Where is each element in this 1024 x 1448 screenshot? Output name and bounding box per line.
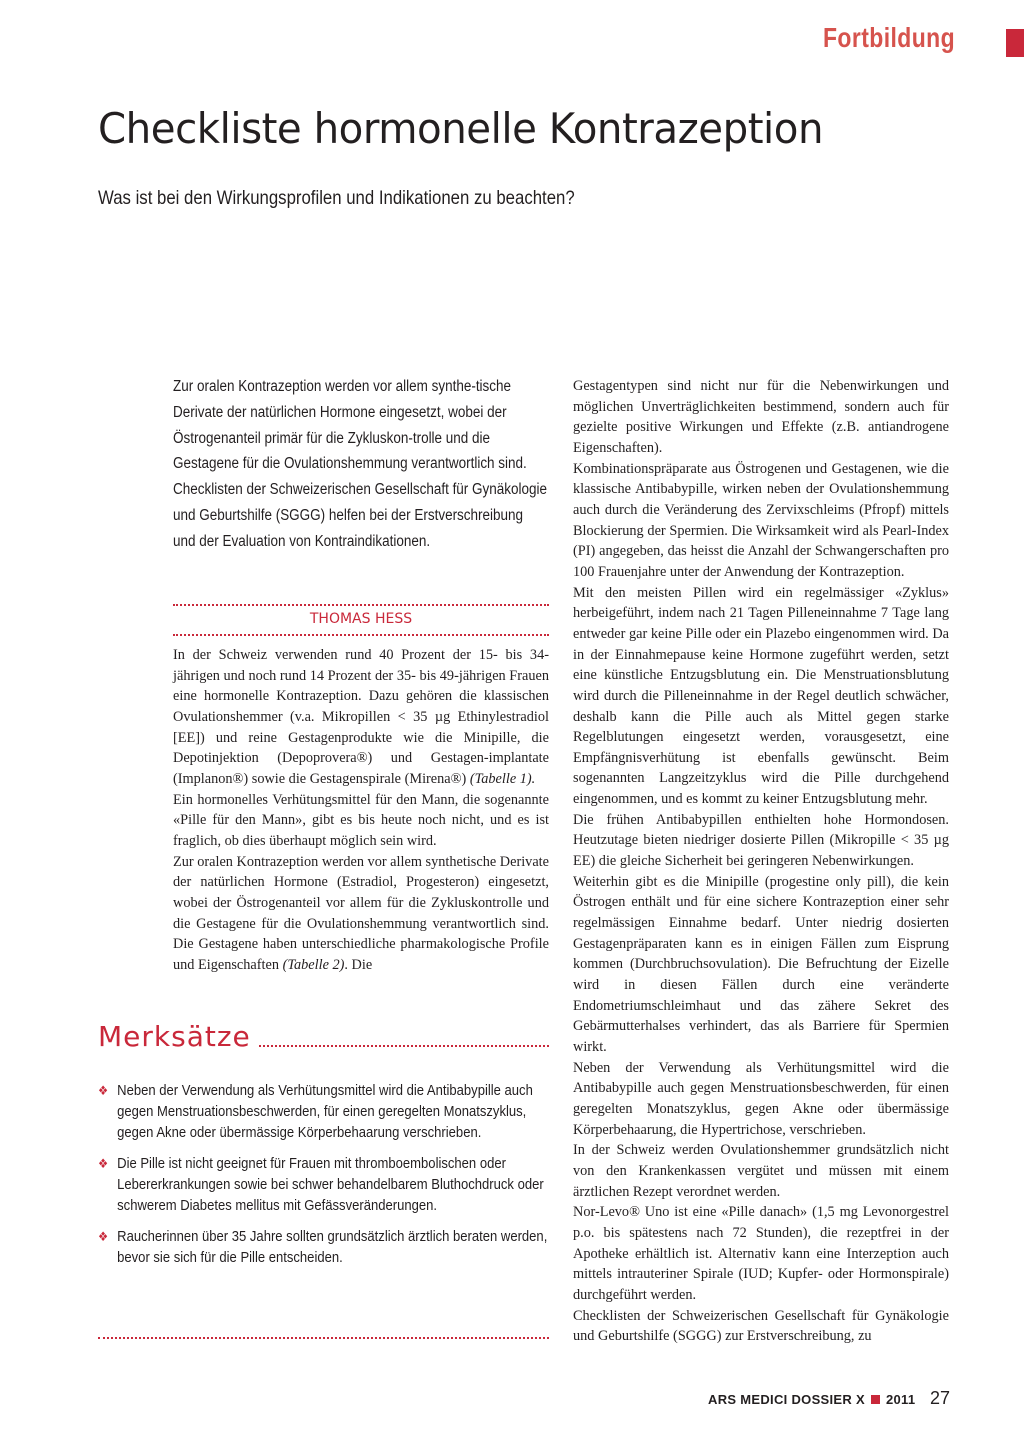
square-separator-icon [871, 1395, 880, 1404]
diamond-bullet-icon: ❖ [98, 1083, 109, 1098]
merksatz-item [98, 1080, 550, 1143]
body-paragraph: Ein hormonelles Verhütungsmittel für den Mann, die sogenannte «Pille für den Mann», gibt es bis heute noch nicht, und es ist fraglich, ob dies überhaupt möglich sein wird. [173, 791, 549, 849]
body-text: In der Schweiz verwenden rund 40 Prozent der 15- bis 34-jährigen und noch rund 14 Prozent der 35- bis 49-jährigen Frauen eine hormonelle Kontrazeption. Dazu gehören die klassischen Ovulationshemmer (v.a. Mikropillen < 35 µg Ethinylestradiol [EE]) und reine Gestagenprodukte wie die Minipille, die Depotinjektion (Depoprovera®) und Gestagen-implantate (Implanon®) sowie die Gestagenspirale (Mirena®) [173, 647, 549, 787]
body-paragraph: Checklisten der Schweizerischen Gesellschaft für Gynäkologie und Geburtshilfe (SGGG) zur Erstverschreibung, zu [573, 1307, 949, 1345]
section-label: Fortbildung [823, 22, 956, 53]
author-divider-bottom [173, 634, 549, 636]
footer-publication [708, 1392, 915, 1407]
body-column-right [573, 376, 949, 1347]
body-paragraph: In der Schweiz werden Ovulationshemmer grundsätzlich nicht von den Krankenkassen vergütet und müssen mit einem ärztlichen Rezept verordnet werden. [573, 1142, 949, 1200]
body-paragraph: Kombinationspräparate aus Östrogenen und Gestagenen, wie die klassische Antibabypille, wirken neben der Ovulationshemmung auch durch die Veränderung des Zervixschleims (Pfropf) mittels Blockierung der Spermien. Die Wirksamkeit wird als Pearl-Index (PI) angegeben, das heisst die Anzahl der Schwangerschaften pro 100 Frauenjahre unter der Anwendung der Kontrazeption. [573, 460, 949, 580]
merksatz-item [98, 1226, 550, 1268]
table-reference: (Tabelle 1). [469, 770, 536, 787]
page-subtitle: Was ist bei den Wirkungsprofilen und Indikationen zu beachten? [98, 187, 575, 209]
merksaetze-heading: Merksätze [98, 1020, 251, 1053]
table-reference: (Tabelle 2) [282, 956, 345, 973]
publication-year: 2011 [885, 1392, 916, 1407]
merksatz-text: Neben der Verwendung als Verhütungsmittel wird die Antibabypille auch gegen Menstruationsbeschwerden, für einen geregelten Monatszyklus, gegen Akne oder übermässige Körperbehaarung verschrieben. [117, 1082, 533, 1141]
page-title: Checkliste hormonelle Kontrazeption [98, 104, 824, 153]
body-paragraph [173, 645, 549, 790]
merksaetze-bottom-divider [98, 1337, 549, 1339]
body-paragraph: Nor-Levo® Uno ist eine «Pille danach» (1,5 mg Levonorgestrel p.o. bis spätestens nach 72 Stunden), die rezeptfrei in der Apotheke erhältlich ist. Alternativ kann eine Interzeption auch mittels intrauteriner Spirale (IUD; Kupfer- oder Hormonspirale) durchgeführt werden. [573, 1204, 949, 1303]
body-paragraph: Gestagentypen sind nicht nur für die Nebenwirkungen und möglichen Unverträglichkeiten bestimmend, sondern auch für gezielte positive Wirkungen und Effekte (z.B. antiandrogene Eigenschaften). [573, 378, 949, 456]
merksatz-text: Raucherinnen über 35 Jahre sollten grundsätzlich ärztlich beraten werden, bevor sie sich für die Pille entscheiden. [117, 1228, 548, 1266]
merksatz-item [98, 1153, 550, 1216]
diamond-bullet-icon: ❖ [98, 1156, 109, 1171]
body-column-left [173, 645, 549, 976]
body-paragraph: Neben der Verwendung als Verhütungsmittel wird die Antibabypille auch gegen Menstruationsbeschwerden, für einen geregelten Monatszyklus, gegen Akne oder übermässige Körperbehaarung, die Hypertrichose, verschrieben. [573, 1059, 949, 1138]
author-name: THOMAS HESS [309, 611, 413, 627]
merksatz-text: Die Pille ist nicht geeignet für Frauen mit thromboembolischen oder Lebererkrankungen sowie bei schwer behandelbarem Bluthochdruck oder schwerem Diabetes mellitus mit Gefässveränderungen. [117, 1155, 544, 1214]
merksaetze-heading-divider [259, 1045, 549, 1047]
section-marker-block [1006, 29, 1024, 57]
body-text: Zur oralen Kontrazeption werden vor allem synthetische Derivate der natürlichen Hormone (Estradiol, Progesteron) eingesetzt, wobei der Östrogenanteil vor allem für die Zykluskontrolle und die Gestagene für die Ovulationshemmung verantwortlich sind. Die Gestagene haben unterschiedliche pharmakologische Profile und Eigenschaften [173, 853, 549, 973]
publication-name: ARS MEDICI DOSSIER X [708, 1392, 865, 1407]
lead-paragraph: Zur oralen Kontrazeption werden vor allem synthe-tische Derivate der natürlichen Hormone eingesetzt, wobei der Östrogenanteil primär für die Zykluskon-trolle und die Gestagene für die Ovulationshemmung verantwortlich sind. Checklisten der Schweizerischen Gesellschaft für Gynäkologie und Geburtshilfe (SGGG) helfen bei der Erstverschreibung und der Evaluation von Kontraindikationen. [173, 378, 548, 550]
body-paragraph: Weiterhin gibt es die Minipille (progestine only pill), die kein Östrogen enthält und für eine sichere Kontrazeption einer sehr regelmässigen Einnahme bedarf. Unter niedrig dosierten Gestagenpräparaten kann es in einigen Fällen zum Eisprung kommen (Durchbruchsovulation). Die Befruchtung der Eizelle wird in diesen Fällen durch eine veränderte Endometriumschleimhaut und das zähere Sekret des Gebärmutterhalses verhindert, das als Barriere für Spermien wirkt. [573, 873, 949, 1055]
body-paragraph [173, 852, 549, 976]
page-number: 27 [930, 1388, 951, 1408]
body-text: . Die [344, 956, 373, 973]
body-paragraph: Die frühen Antibabypillen enthielten hohe Hormondosen. Heutzutage bieten niedriger dosierte Pillen (Mikropille < 35 µg EE) die gleiche Sicherheit bei geringeren Nebenwirkungen. [573, 811, 949, 870]
body-paragraph: Mit den meisten Pillen wird ein regelmässiger «Zyklus» herbeigeführt, indem nach 21 Tagen Pilleneinnahme 7 Tage lang entweder gar keine Pille oder ein Plazebo eingenommen wird. Da in der Einnahmepause keine Hormone zugeführt werden, setzt eine künstliche Entzugsblutung ein. Die Menstruationsblutung wird durch die Pilleneinnahme in der Regel deutlich schwächer, deshalb kann die Pille auch als Mittel gegen starke Regelblutungen eingesetzt werden, vorausgesetzt, eine Empfängnisverhütung ist ebenfalls gewünscht. Beim sogenannten Langzeitzyklus wird die Pille durchgehend eingenommen, und es kommt zu keiner Entzugsblutung mehr. [573, 584, 949, 808]
diamond-bullet-icon: ❖ [98, 1229, 109, 1244]
merksaetze-list [98, 1080, 550, 1278]
author-divider-top [173, 604, 549, 606]
